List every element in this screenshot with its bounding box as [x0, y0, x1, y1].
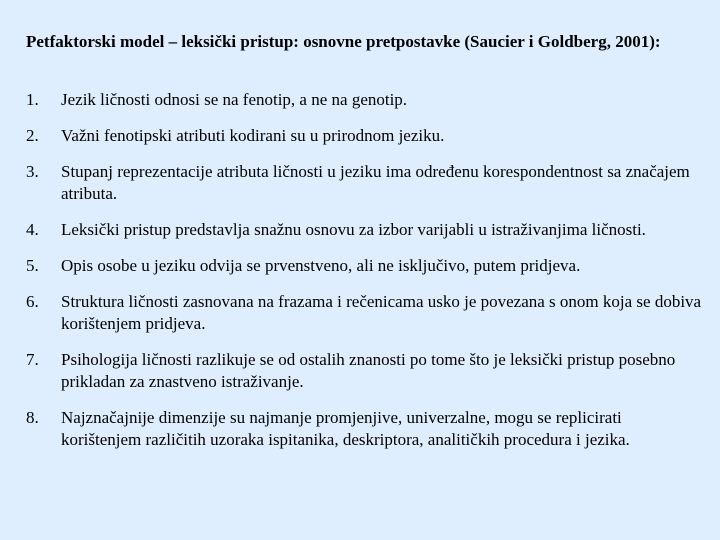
list-item-number: 8.: [26, 408, 39, 427]
list-item-number: 7.: [26, 350, 39, 369]
list-item-text: Opis osobe u jeziku odvija se prvenstveno, ali ne isključivo, putem pridjeva.: [61, 256, 581, 275]
assumptions-list: [26, 89, 706, 465]
list-item-text: Struktura ličnosti zasnovana na frazama i rečenicama usko je povezana s onom koja se dobiva korištenjem pridjeva.: [61, 292, 702, 333]
list-item: [26, 161, 706, 205]
list-item: [26, 219, 706, 241]
list-item-number: 6.: [26, 292, 39, 311]
list-item: [26, 255, 706, 277]
list-item-text: Stupanj reprezentacije atributa ličnosti u jeziku ima određenu korespondentnost sa značajem atributa.: [61, 162, 690, 203]
list-item-number: 5.: [26, 256, 39, 275]
list-item: [26, 89, 706, 111]
list-item: [26, 125, 706, 147]
list-item-text: Leksički pristup predstavlja snažnu osnovu za izbor varijabli u istraživanjima ličnosti.: [61, 220, 646, 239]
list-item: [26, 407, 706, 451]
list-item-number: 4.: [26, 220, 39, 239]
list-item-text: Jezik ličnosti odnosi se na fenotip, a ne na genotip.: [61, 90, 408, 109]
list-item-text: Najznačajnije dimenzije su najmanje promjenjive, univerzalne, mogu se replicirati korištenjem različitih uzoraka ispitanika, deskriptora, analitičkih procedura i jezika.: [61, 408, 630, 449]
list-item-number: 1.: [26, 90, 39, 109]
list-item-number: 2.: [26, 126, 39, 145]
list-item: [26, 349, 706, 393]
list-item-text: Psihologija ličnosti razlikuje se od ostalih znanosti po tome što je leksički pristup posebno prikladan za znastveno istraživanje.: [61, 350, 676, 391]
list-item: [26, 291, 706, 335]
list-item-number: 3.: [26, 162, 39, 181]
list-item-text: Važni fenotipski atributi kodirani su u prirodnom jeziku.: [61, 126, 445, 145]
slide-title: Petfaktorski model – leksički pristup: osnovne pretpostavke (Saucier i Goldberg, 2001):: [26, 32, 661, 51]
